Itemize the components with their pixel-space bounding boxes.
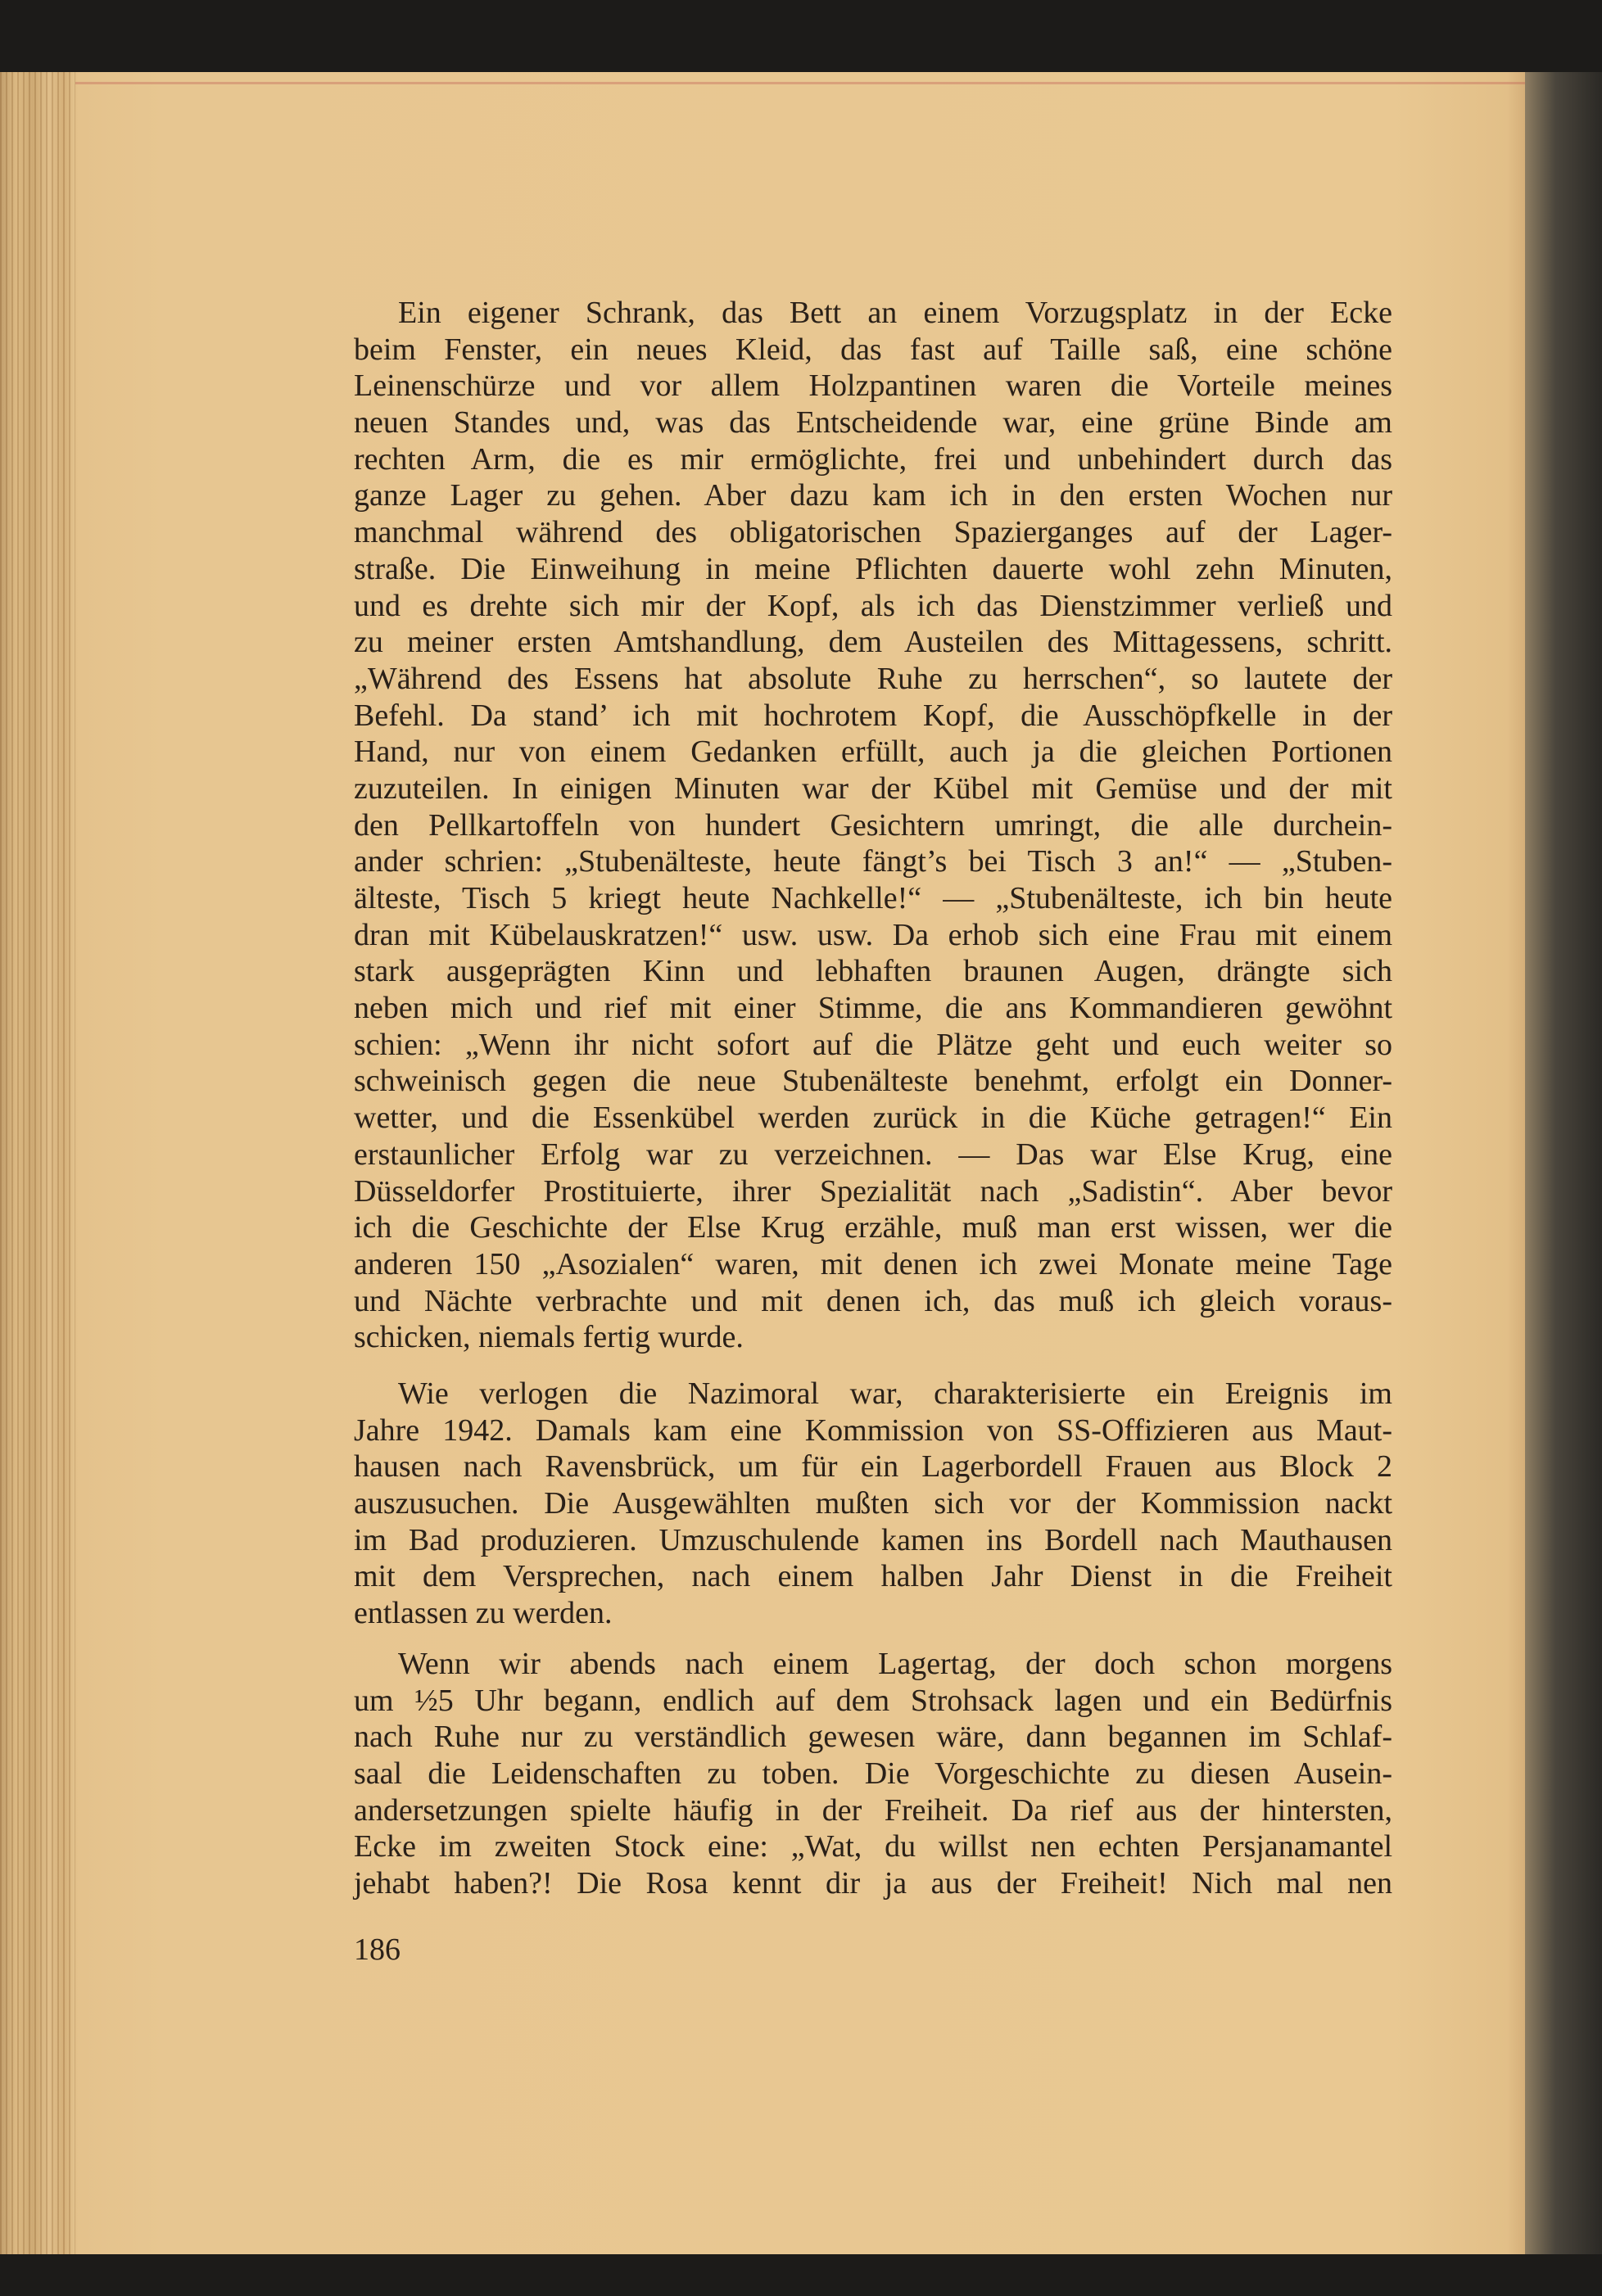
text-line: wetter, und die Essenkübel werden zurück in die Küche getragen!“ Ein [354, 1101, 1392, 1136]
text-line: manchmal während des obligatorischen Spazierganges auf der Lager- [354, 515, 1392, 550]
text-line: neuen Standes und, was das Entscheidende war, eine grüne Binde am [354, 405, 1392, 441]
text-line: erstaunlicher Erfolg war zu verzeichnen. — Das war Else Krug, eine [354, 1137, 1392, 1172]
paragraph-2 [354, 1376, 1392, 1632]
text-line: Befehl. Da stand’ ich mit hochrotem Kopf, die Ausschöpfkelle in der [354, 698, 1392, 733]
text-line: dran mit Kübelauskratzen!“ usw. usw. Da erhob sich eine Frau mit einem [354, 917, 1392, 952]
book-right-edge [1525, 72, 1602, 2254]
text-line: und Nächte verbrachte und mit denen ich, das muß ich gleich voraus- [354, 1283, 1392, 1318]
text-line: beim Fenster, ein neues Kleid, das fast auf Taille saß, eine schöne [354, 332, 1392, 367]
text-line: saal die Leidenschaften zu toben. Die Vorgeschichte zu diesen Ausein- [354, 1756, 1392, 1792]
text-line: jehabt haben?! Die Rosa kennt dir ja aus der Freiheit! Nich mal nen [354, 1866, 1392, 1901]
text-line: auszusuchen. Die Ausgewählten mußten sich vor der Kommission nackt [354, 1486, 1392, 1521]
text-line: „Während des Essens hat absolute Ruhe zu herrschen“, so lautete der [354, 661, 1392, 696]
page-number: 186 [354, 1932, 400, 1967]
text-line: ich die Geschichte der Else Krug erzähle, muß man erst wissen, wer die [354, 1210, 1392, 1245]
text-line: Ein eigener Schrank, das Bett an einem Vorzugsplatz in der Ecke [398, 296, 1392, 330]
text-line: zu meiner ersten Amtshandlung, dem Austeilen des Mittagessens, schritt. [354, 625, 1392, 660]
text-line: straße. Die Einweihung in meine Pflichten dauerte wohl zehn Minuten, [354, 551, 1392, 586]
text-line: stark ausgeprägten Kinn und lebhaften braunen Augen, drängte sich [354, 954, 1392, 989]
text-line: neben mich und rief mit einer Stimme, die ans Kommandieren gewöhnt [354, 991, 1392, 1026]
text-line: schien: „Wenn ihr nicht sofort auf die Plätze geht und euch weiter so [354, 1027, 1392, 1062]
text-line: mit dem Versprechen, nach einem halben Jahr Dienst in die Freiheit [354, 1559, 1392, 1594]
text-line: rechten Arm, die es mir ermöglichte, frei und unbehindert durch das [354, 441, 1392, 477]
text-line: Wenn wir abends nach einem Lagertag, der doch schon morgens [398, 1647, 1392, 1681]
text-line: anderen 150 „Asozialen“ waren, mit denen ich zwei Monate meine Tage [354, 1246, 1392, 1281]
text-line: Leinenschürze und vor allem Holzpantinen waren die Vorteile meines [354, 368, 1392, 404]
text-line: Jahre 1942. Damals kam eine Kommission von SS-Offizieren aus Maut- [354, 1412, 1392, 1448]
text-line: und es drehte sich mir der Kopf, als ich das Dienstzimmer verließ und [354, 588, 1392, 623]
text-line: den Pellkartoffeln von hundert Gesichtern umringt, die alle durchein- [354, 807, 1392, 843]
text-line: nach Ruhe nur zu verständlich gewesen wäre, dann begannen im Schlaf- [354, 1720, 1392, 1755]
text-line: ander schrien: „Stubenälteste, heute fängt’s bei Tisch 3 an!“ — „Stuben- [354, 844, 1392, 879]
text-line: Wie verlogen die Nazimoral war, charakterisierte ein Ereignis im [398, 1376, 1392, 1411]
text-line: zuzuteilen. In einigen Minuten war der Kübel mit Gemüse und der mit [354, 771, 1392, 806]
text-line: älteste, Tisch 5 kriegt heute Nachkelle!“ — „Stubenälteste, ich bin heute [354, 881, 1392, 915]
page-stack-edge [0, 72, 75, 2254]
page-top-edge [75, 82, 1525, 84]
text-line: schicken, niemals fertig wurde. [354, 1320, 744, 1355]
text-line: entlassen zu werden. [354, 1596, 613, 1631]
text-line: Düsseldorfer Prostituierte, ihrer Spezialität nach „Sadistin“. Aber bevor [354, 1173, 1392, 1209]
text-line: ganze Lager zu gehen. Aber dazu kam ich in den ersten Wochen nur [354, 478, 1392, 513]
paragraph-3 [354, 1646, 1392, 1902]
text-line: Ecke im zweiten Stock eine: „Wat, du willst nen echten Persjanamantel [354, 1829, 1392, 1864]
text-line: im Bad produzieren. Umzuschulende kamen ins Bordell nach Mauthausen [354, 1522, 1392, 1557]
text-line: schweinisch gegen die neue Stubenälteste benehmt, erfolgt ein Donner- [354, 1064, 1392, 1099]
text-line: hausen nach Ravensbrück, um für ein Lagerbordell Frauen aus Block 2 [354, 1449, 1392, 1485]
paragraph-1 [354, 295, 1392, 1356]
text-line: um ½5 Uhr begann, endlich auf dem Strohsack lagen und ein Bedürfnis [354, 1683, 1392, 1718]
text-line: Hand, nur von einem Gedanken erfüllt, auch ja die gleichen Portionen [354, 734, 1392, 770]
text-line: andersetzungen spielte häufig in der Freiheit. Da rief aus der hintersten, [354, 1792, 1392, 1828]
